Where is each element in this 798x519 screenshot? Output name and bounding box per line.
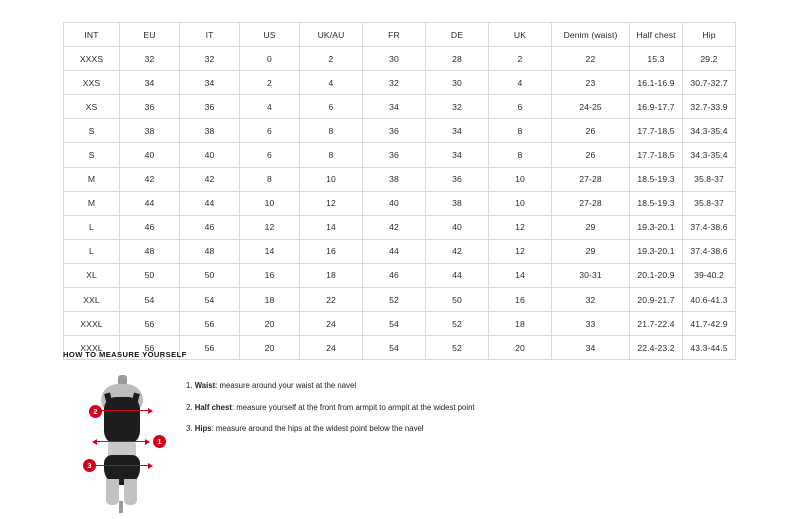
table-row: [64, 215, 736, 239]
cell-hip: 35.8-37: [683, 167, 736, 191]
cell-fr: 40: [363, 191, 426, 215]
size-chart-table: [63, 22, 736, 360]
measure-note-term: Waist: [194, 381, 216, 390]
cell-it: 48: [180, 239, 240, 263]
cell-us: 6: [240, 143, 300, 167]
cell-hip: 39-40.2: [683, 263, 736, 287]
table-row: [64, 312, 736, 336]
table-row: [64, 167, 736, 191]
cell-denim-waist: 29: [552, 239, 630, 263]
cell-uk: 14: [489, 263, 552, 287]
cell-int: XXXS: [64, 47, 120, 71]
measure-note-text: : measure around your waist at the navel: [215, 381, 357, 390]
cell-fr: 54: [363, 312, 426, 336]
cell-half-chest: 18.5-19.3: [630, 167, 683, 191]
cell-fr: 44: [363, 239, 426, 263]
cell-it: 38: [180, 119, 240, 143]
how-to-measure-section: [63, 350, 743, 509]
cell-half-chest: 16.1-16.9: [630, 71, 683, 95]
cell-denim-waist: 23: [552, 71, 630, 95]
cell-eu: 42: [120, 167, 180, 191]
cell-fr: 38: [363, 167, 426, 191]
cell-us: 4: [240, 95, 300, 119]
measure-note-waist: [186, 381, 475, 392]
how-to-measure-body: [63, 369, 743, 509]
how-to-measure-title: HOW TO MEASURE YOURSELF: [63, 350, 187, 359]
cell-us: 14: [240, 239, 300, 263]
cell-denim-waist: 33: [552, 312, 630, 336]
cell-ukau: 24: [300, 312, 363, 336]
cell-hip: 43.3-44.5: [683, 336, 736, 360]
cell-denim-waist: 27-28: [552, 167, 630, 191]
cell-ukau: 8: [300, 143, 363, 167]
cell-fr: 36: [363, 143, 426, 167]
cell-int: XXXL: [64, 336, 120, 360]
cell-ukau: 10: [300, 167, 363, 191]
cell-uk: 4: [489, 71, 552, 95]
cell-uk: 10: [489, 167, 552, 191]
marker-1: 1: [153, 435, 166, 448]
mannequin-bodice: [104, 397, 140, 445]
measure-note-hips: [186, 424, 475, 435]
cell-uk: 12: [489, 239, 552, 263]
cell-us: 10: [240, 191, 300, 215]
cell-us: 20: [240, 312, 300, 336]
cell-us: 18: [240, 288, 300, 312]
cell-de: 50: [426, 288, 489, 312]
measure-note-number: 1.: [186, 381, 193, 390]
cell-ukau: 8: [300, 119, 363, 143]
cell-de: 34: [426, 119, 489, 143]
cell-half-chest: 17.7-18.5: [630, 143, 683, 167]
waist-measure-arrow-icon: [96, 441, 146, 442]
cell-de: 30: [426, 71, 489, 95]
cell-eu: 44: [120, 191, 180, 215]
cell-eu: 56: [120, 336, 180, 360]
measure-note-number: 3.: [186, 424, 193, 434]
cell-denim-waist: 26: [552, 119, 630, 143]
cell-hip: 37.4-38.6: [683, 215, 736, 239]
measure-note-number: 2.: [186, 402, 193, 412]
cell-fr: 34: [363, 95, 426, 119]
cell-it: 36: [180, 95, 240, 119]
column-header-hip: Hip: [683, 23, 736, 47]
cell-half-chest: 16.9-17.7: [630, 95, 683, 119]
cell-it: 54: [180, 288, 240, 312]
cell-hip: 29.2: [683, 47, 736, 71]
cell-eu: 50: [120, 263, 180, 287]
cell-fr: 54: [363, 336, 426, 360]
column-header-denim-waist: Denim (waist): [552, 23, 630, 47]
column-header-ukau: UK/AU: [300, 23, 363, 47]
cell-de: 32: [426, 95, 489, 119]
cell-it: 56: [180, 312, 240, 336]
cell-hip: 35.8-37: [683, 191, 736, 215]
cell-int: M: [64, 167, 120, 191]
cell-uk: 6: [489, 95, 552, 119]
column-header-fr: FR: [363, 23, 426, 47]
cell-int: L: [64, 239, 120, 263]
cell-int: S: [64, 119, 120, 143]
cell-eu: 56: [120, 312, 180, 336]
cell-us: 0: [240, 47, 300, 71]
cell-us: 16: [240, 263, 300, 287]
size-chart-container: [63, 22, 735, 360]
cell-de: 44: [426, 263, 489, 287]
cell-uk: 8: [489, 143, 552, 167]
cell-uk: 18: [489, 312, 552, 336]
cell-denim-waist: 34: [552, 336, 630, 360]
cell-uk: 2: [489, 47, 552, 71]
cell-half-chest: 19.3-20.1: [630, 239, 683, 263]
cell-half-chest: 18.5-19.3: [630, 191, 683, 215]
mannequin-leg-right: [124, 479, 137, 505]
cell-ukau: 4: [300, 71, 363, 95]
cell-half-chest: 20.9-21.7: [630, 288, 683, 312]
cell-de: 36: [426, 167, 489, 191]
cell-int: XXL: [64, 288, 120, 312]
cell-half-chest: 21.7-22.4: [630, 312, 683, 336]
cell-us: 12: [240, 215, 300, 239]
table-row: [64, 191, 736, 215]
cell-ukau: 22: [300, 288, 363, 312]
cell-de: 34: [426, 143, 489, 167]
cell-eu: 54: [120, 288, 180, 312]
cell-denim-waist: 32: [552, 288, 630, 312]
column-header-uk: UK: [489, 23, 552, 47]
cell-eu: 34: [120, 71, 180, 95]
column-header-de: DE: [426, 23, 489, 47]
cell-us: 20: [240, 336, 300, 360]
cell-half-chest: 20.1-20.9: [630, 263, 683, 287]
mannequin-stand: [119, 501, 123, 513]
cell-fr: 30: [363, 47, 426, 71]
table-row: [64, 263, 736, 287]
table-row: [64, 71, 736, 95]
column-header-eu: EU: [120, 23, 180, 47]
cell-hip: 37.4-38.6: [683, 239, 736, 263]
cell-it: 44: [180, 191, 240, 215]
cell-int: XXS: [64, 71, 120, 95]
cell-denim-waist: 22: [552, 47, 630, 71]
table-row: [64, 239, 736, 263]
cell-fr: 32: [363, 71, 426, 95]
column-header-us: US: [240, 23, 300, 47]
cell-it: 32: [180, 47, 240, 71]
cell-eu: 32: [120, 47, 180, 71]
cell-hip: 32.7-33.9: [683, 95, 736, 119]
cell-ukau: 6: [300, 95, 363, 119]
marker-3: 3: [83, 459, 96, 472]
cell-it: 42: [180, 167, 240, 191]
cell-int: XL: [64, 263, 120, 287]
cell-it: 46: [180, 215, 240, 239]
table-row: [64, 288, 736, 312]
cell-us: 8: [240, 167, 300, 191]
cell-denim-waist: 30-31: [552, 263, 630, 287]
cell-int: XXXL: [64, 312, 120, 336]
cell-eu: 46: [120, 215, 180, 239]
cell-int: S: [64, 143, 120, 167]
cell-int: M: [64, 191, 120, 215]
cell-ukau: 2: [300, 47, 363, 71]
cell-ukau: 12: [300, 191, 363, 215]
cell-eu: 38: [120, 119, 180, 143]
table-row: [64, 95, 736, 119]
cell-half-chest: 22.4-23.2: [630, 336, 683, 360]
cell-half-chest: 19.3-20.1: [630, 215, 683, 239]
marker-2: 2: [89, 405, 102, 418]
cell-de: 38: [426, 191, 489, 215]
cell-denim-waist: 27-28: [552, 191, 630, 215]
table-row: [64, 119, 736, 143]
cell-uk: 8: [489, 119, 552, 143]
cell-denim-waist: 29: [552, 215, 630, 239]
cell-uk: 10: [489, 191, 552, 215]
cell-uk: 16: [489, 288, 552, 312]
cell-denim-waist: 26: [552, 143, 630, 167]
cell-hip: 41.7-42.9: [683, 312, 736, 336]
measure-note-text: : measure yourself at the front from armpit to armpit at the widest point: [231, 402, 475, 412]
cell-de: 52: [426, 336, 489, 360]
cell-it: 40: [180, 143, 240, 167]
cell-de: 52: [426, 312, 489, 336]
table-row: [64, 143, 736, 167]
cell-hip: 40.6-41.3: [683, 288, 736, 312]
cell-fr: 46: [363, 263, 426, 287]
cell-int: L: [64, 215, 120, 239]
cell-fr: 42: [363, 215, 426, 239]
cell-eu: 40: [120, 143, 180, 167]
table-row: [64, 47, 736, 71]
cell-denim-waist: 24-25: [552, 95, 630, 119]
cell-int: XS: [64, 95, 120, 119]
column-header-it: IT: [180, 23, 240, 47]
measure-note-half-chest: [186, 403, 475, 414]
cell-eu: 48: [120, 239, 180, 263]
cell-fr: 36: [363, 119, 426, 143]
cell-half-chest: 15.3: [630, 47, 683, 71]
column-header-half-chest: Half chest: [630, 23, 683, 47]
table-header-row: [64, 23, 736, 47]
cell-half-chest: 17.7-18.5: [630, 119, 683, 143]
cell-de: 28: [426, 47, 489, 71]
cell-hip: 34.3-35.4: [683, 143, 736, 167]
cell-hip: 34.3-35.4: [683, 119, 736, 143]
column-header-int: INT: [64, 23, 120, 47]
cell-it: 50: [180, 263, 240, 287]
hip-measure-arrow-icon: [93, 465, 149, 466]
measure-note-text: : measure around the hips at the widest point below the navel: [211, 424, 424, 434]
cell-ukau: 14: [300, 215, 363, 239]
cell-ukau: 24: [300, 336, 363, 360]
measure-note-term: Half chest: [194, 402, 232, 412]
measure-note-term: Hips: [194, 424, 212, 434]
cell-de: 42: [426, 239, 489, 263]
cell-it: 34: [180, 71, 240, 95]
cell-it: 56: [180, 336, 240, 360]
cell-us: 6: [240, 119, 300, 143]
cell-ukau: 16: [300, 239, 363, 263]
measure-notes: [186, 369, 475, 446]
mannequin-illustration: [63, 369, 178, 509]
cell-uk: 12: [489, 215, 552, 239]
cell-de: 40: [426, 215, 489, 239]
cell-hip: 30.7-32.7: [683, 71, 736, 95]
cell-eu: 36: [120, 95, 180, 119]
cell-fr: 52: [363, 288, 426, 312]
cell-uk: 20: [489, 336, 552, 360]
cell-ukau: 18: [300, 263, 363, 287]
mannequin-body: [99, 375, 143, 503]
mannequin-leg-left: [106, 479, 119, 505]
cell-us: 2: [240, 71, 300, 95]
